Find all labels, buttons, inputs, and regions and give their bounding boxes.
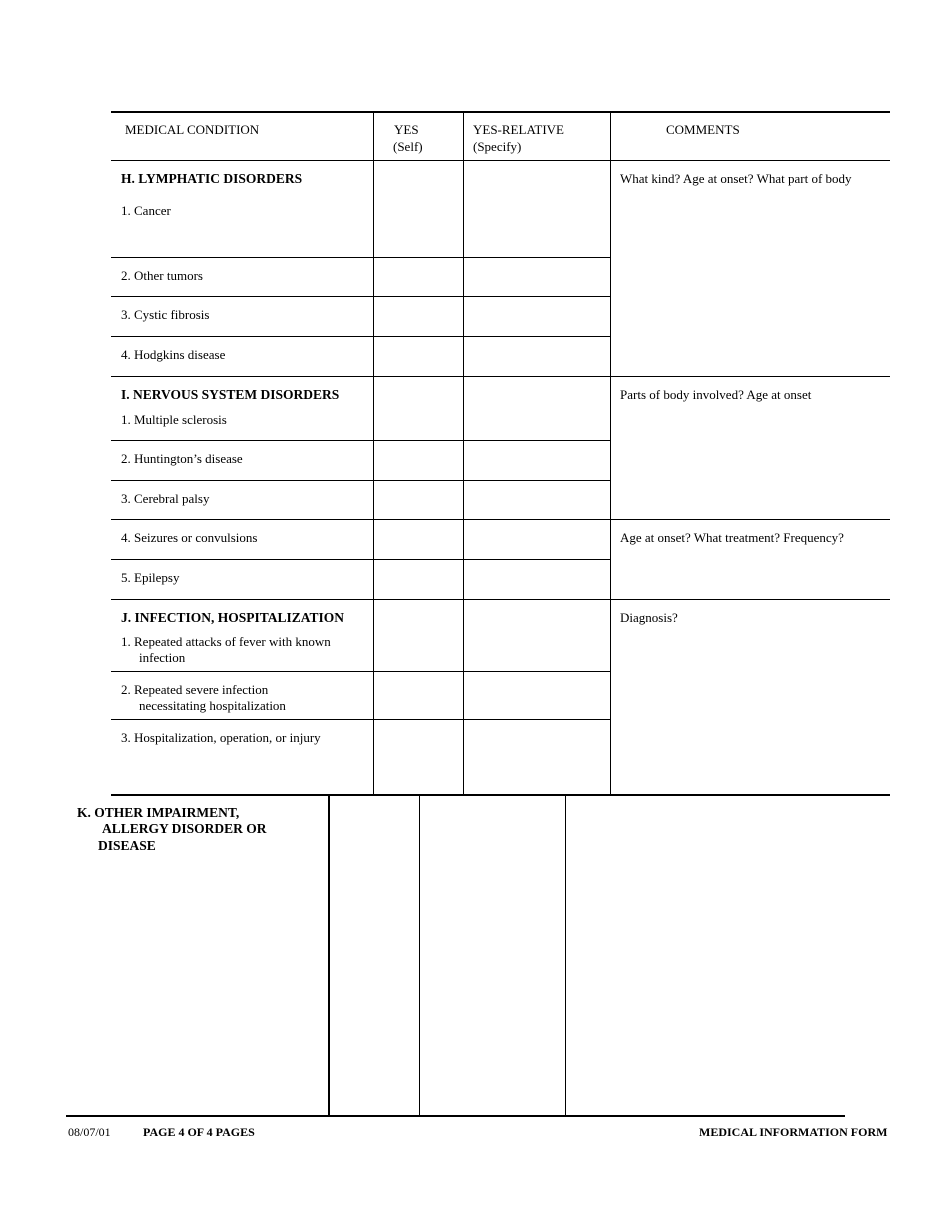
row-rule	[111, 719, 611, 720]
k-col-rule-yes	[328, 795, 330, 1116]
section-i-comment: Parts of body involved? Age at onset	[620, 387, 812, 402]
list-item: 1. Cancer	[121, 203, 171, 218]
row-rule	[111, 376, 890, 377]
section-k-title-line2: ALLERGY DISORDER OR	[102, 821, 267, 836]
list-item: 4. Hodgkins disease	[121, 347, 226, 362]
list-item: 3. Cerebral palsy	[121, 491, 210, 506]
section-j-title: J. INFECTION, HOSPITALIZATION	[121, 610, 345, 625]
list-item: 2. Repeated severe infection	[121, 682, 269, 697]
k-col-rule-comments	[565, 795, 566, 1116]
row-rule	[111, 599, 890, 600]
header-yes-relative: YES-RELATIVE	[473, 122, 564, 137]
section-h-comment: What kind? Age at onset? What part of body	[620, 171, 852, 186]
section-h-title: H. LYMPHATIC DISORDERS	[121, 171, 303, 186]
header-yes-sub: (Self)	[393, 139, 423, 154]
list-item: 4. Seizures or convulsions	[121, 530, 258, 545]
list-item: 2. Huntington’s disease	[121, 451, 243, 466]
list-item-continuation: necessitating hospitalization	[139, 698, 286, 713]
section-j-comment: Diagnosis?	[620, 610, 678, 625]
footer-form-title: MEDICAL INFORMATION FORM	[699, 1125, 888, 1139]
list-item-continuation: infection	[139, 650, 186, 665]
list-item: 2. Other tumors	[121, 268, 203, 283]
header-comments: COMMENTS	[666, 122, 740, 137]
list-item: 3. Cystic fibrosis	[121, 307, 210, 322]
list-item: 5. Epilepsy	[121, 570, 180, 585]
header-yes: YES	[394, 122, 419, 137]
footer-rule	[66, 1115, 845, 1117]
footer-date: 08/07/01	[68, 1125, 111, 1139]
row-rule	[111, 257, 611, 258]
k-col-rule-relative	[419, 795, 420, 1116]
section-k-title-line3: DISEASE	[98, 838, 156, 853]
footer-page: PAGE 4 OF 4 PAGES	[143, 1125, 255, 1139]
row-rule	[111, 559, 611, 560]
col-rule-comments	[610, 111, 611, 795]
row-rule	[111, 336, 611, 337]
table-bottom-rule	[111, 794, 890, 796]
table-top-rule	[111, 111, 890, 113]
row-rule	[111, 440, 611, 441]
section-i-comment-seizures: Age at onset? What treatment? Frequency?	[620, 530, 844, 545]
row-rule	[111, 480, 611, 481]
row-rule	[111, 671, 611, 672]
list-item: 3. Hospitalization, operation, or injury	[121, 730, 321, 745]
header-bottom-rule	[111, 160, 890, 161]
header-yes-relative-sub: (Specify)	[473, 139, 522, 154]
list-item: 1. Repeated attacks of fever with known	[121, 634, 331, 649]
col-rule-relative	[463, 111, 464, 795]
col-rule-yes	[373, 111, 374, 795]
row-rule	[111, 519, 890, 520]
list-item: 1. Multiple sclerosis	[121, 412, 227, 427]
row-rule	[111, 296, 611, 297]
header-medical-condition: MEDICAL CONDITION	[125, 122, 260, 137]
section-i-title: I. NERVOUS SYSTEM DISORDERS	[121, 387, 340, 402]
section-k-title-line1: K. OTHER IMPAIRMENT,	[77, 805, 240, 820]
